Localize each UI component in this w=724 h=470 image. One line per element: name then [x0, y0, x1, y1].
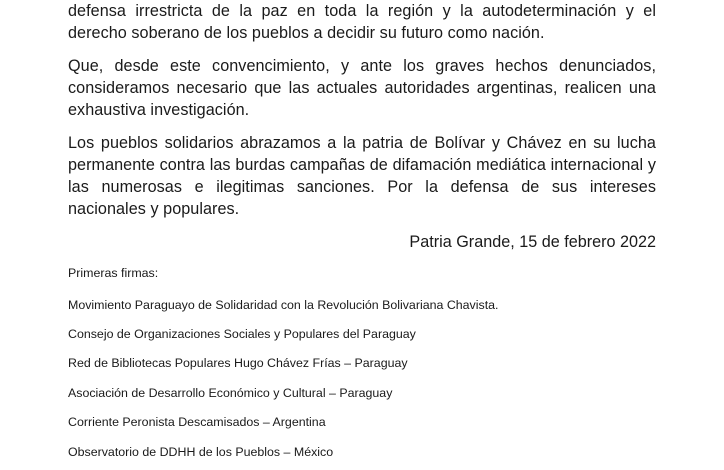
- signature-item: Consejo de Organizaciones Sociales y Populares del Paraguay: [68, 327, 416, 341]
- signature-item: Asociación de Desarrollo Económico y Cultural – Paraguay: [68, 386, 393, 400]
- signature-item: Movimiento Paraguayo de Solidaridad con la Revolución Bolivariana Chavista.: [68, 298, 499, 312]
- place-date: Patria Grande, 15 de febrero 2022: [409, 233, 656, 251]
- paragraph-solidarity: Los pueblos solidarios abrazamos a la patria de Bolívar y Chávez en su lucha permanente contra las burdas campañas de difamación mediática internacional y las numerosas e ilegitimas sanciones. Por la defensa de sus intereses nacionales y populares.: [68, 134, 656, 218]
- signature-item: Red de Bibliotecas Populares Hugo Chávez Frías – Paraguay: [68, 356, 408, 370]
- signature-item: Observatorio de DDHH de los Pueblos – México: [68, 445, 334, 459]
- paragraph-peace-self-determination: defensa irrestricta de la paz en toda la región y la autodeterminación y el derecho soberano de los pueblos a decidir su futuro como nación.: [68, 2, 656, 42]
- signature-item: Corriente Peronista Descamisados – Argentina: [68, 415, 326, 429]
- signatures-heading: Primeras firmas:: [68, 266, 159, 280]
- paragraph-investigation-request: Que, desde este convencimiento, y ante los graves hechos denunciados, consideramos necesario que las actuales autoridades argentinas, realicen una exhaustiva investigación.: [68, 57, 656, 119]
